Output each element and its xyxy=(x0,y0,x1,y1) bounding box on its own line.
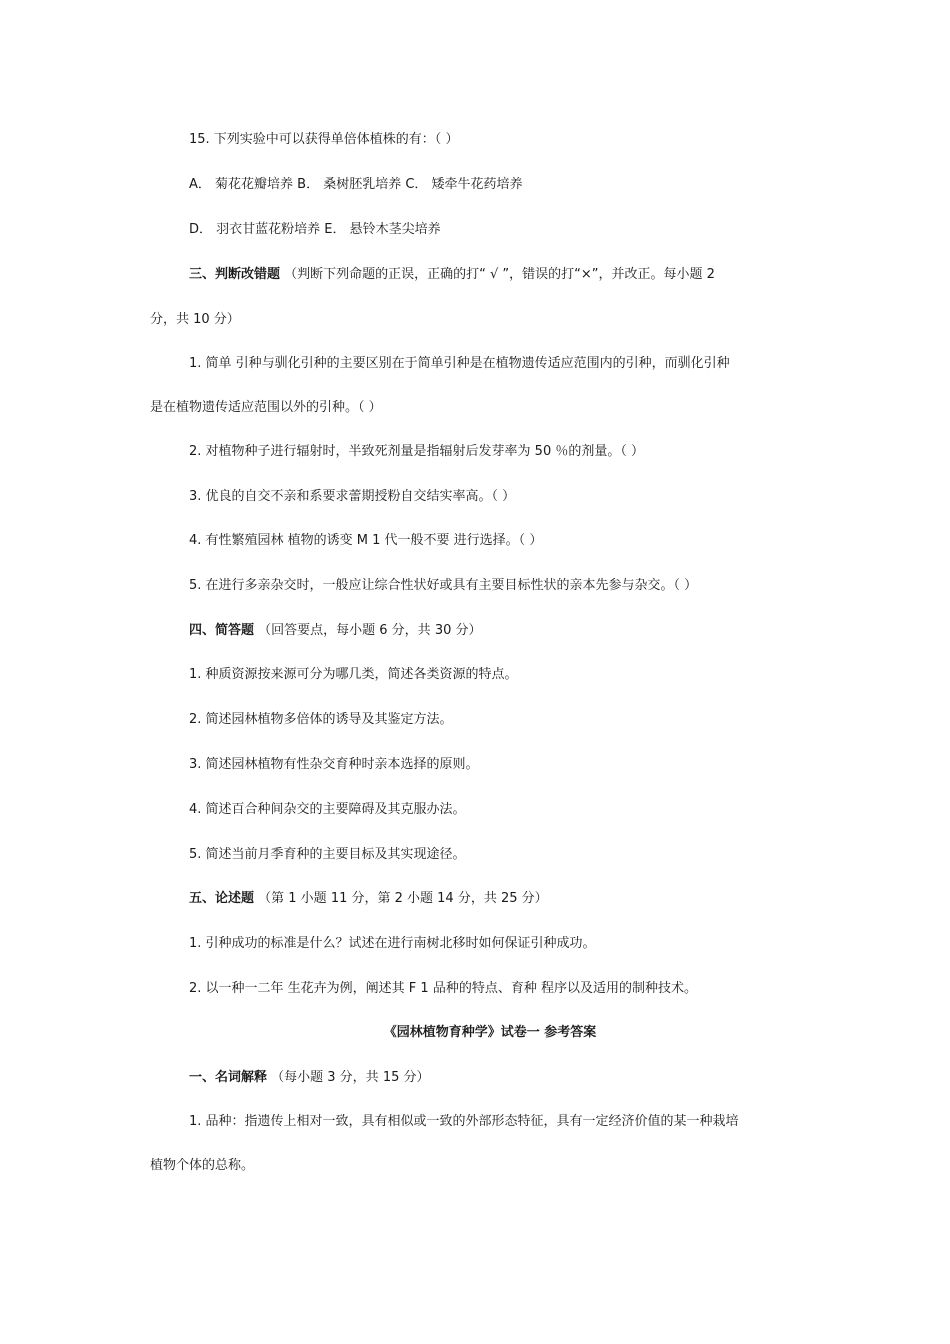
answer-section-1-title: 一、名词解释 xyxy=(189,1070,268,1085)
sec3-item-4: 4. 有性繁殖园林 植物的诱变 M 1 代一般不要 进行选择。（ ） xyxy=(189,533,543,548)
sec3-item-1-continued: 是在植物遗传适应范围以外的引种。（ ） xyxy=(150,400,382,415)
sec4-item-3: 3. 简述园林植物有性杂交育种时亲本选择的原则。 xyxy=(189,757,479,772)
section-4-header xyxy=(189,621,482,641)
answer-section-1-header xyxy=(189,1068,430,1088)
sec5-item-1: 1. 引种成功的标准是什么？试述在进行南树北移时如何保证引种成功。 xyxy=(189,936,596,951)
sec3-item-1: 1. 简单 引种与驯化引种的主要区别在于简单引种是在植物遗传适应范围内的引种，而驯化引种 xyxy=(189,356,730,371)
question-15-options-line2: D． 羽衣甘蓝花粉培养 E． 悬铃木茎尖培养 xyxy=(189,222,441,237)
sec3-item-3: 3. 优良的自交不亲和系要求蕾期授粉自交结实率高。（ ） xyxy=(189,489,516,504)
sec4-item-5: 5. 简述当前月季育种的主要目标及其实现途径。 xyxy=(189,847,466,862)
sec3-item-2: 2. 对植物种子进行辐射时，半致死剂量是指辐射后发芽率为 50 ％的剂量。（ ） xyxy=(189,444,644,459)
section-3-note-continued: 分，共 10 分） xyxy=(150,312,240,327)
answer-heading: 《园林植物育种学》试卷一 参考答案 xyxy=(383,1025,597,1040)
section-5-note: （第 1 小题 11 分，第 2 小题 14 分，共 25 分） xyxy=(254,891,548,906)
section-3-header xyxy=(189,265,715,285)
section-5-title: 五、论述题 xyxy=(189,891,255,906)
sec4-item-1: 1. 种质资源按来源可分为哪几类，简述各类资源的特点。 xyxy=(189,667,518,682)
section-4-title: 四、简答题 xyxy=(189,623,255,638)
answer-item-1-continued: 植物个体的总称。 xyxy=(150,1158,255,1173)
sec4-item-2: 2. 简述园林植物多倍体的诱导及其鉴定方法。 xyxy=(189,712,453,727)
section-3-title: 三、判断改错题 xyxy=(189,267,281,282)
section-4-note: （回答要点，每小题 6 分，共 30 分） xyxy=(254,623,482,638)
sec4-item-4: 4. 简述百合种间杂交的主要障碍及其克服办法。 xyxy=(189,802,466,817)
answer-section-1-note: （每小题 3 分，共 15 分） xyxy=(267,1070,430,1085)
sec5-item-2: 2. 以一种一二年 生花卉为例，阐述其 F 1 品种的特点、育种 程序以及适用的制种技术。 xyxy=(189,981,697,996)
section-5-header xyxy=(189,889,548,909)
question-15-stem: 15. 下列实验中可以获得单倍体植株的有：（ ） xyxy=(189,132,459,147)
section-3-note: （判断下列命题的正误，正确的打“ √ ”，错误的打“×”，并改正。每小题 2 xyxy=(280,267,715,282)
sec3-item-5: 5. 在进行多亲杂交时，一般应让综合性状好或具有主要目标性状的亲本先参与杂交。（ ） xyxy=(189,578,698,593)
answer-item-1: 1. 品种：指遗传上相对一致，具有相似或一致的外部形态特征，具有一定经济价值的某一种栽培 xyxy=(189,1114,739,1129)
question-15-options-line1: A． 菊花花瓣培养 B． 桑树胚乳培养 C． 矮牵牛花药培养 xyxy=(189,177,523,192)
